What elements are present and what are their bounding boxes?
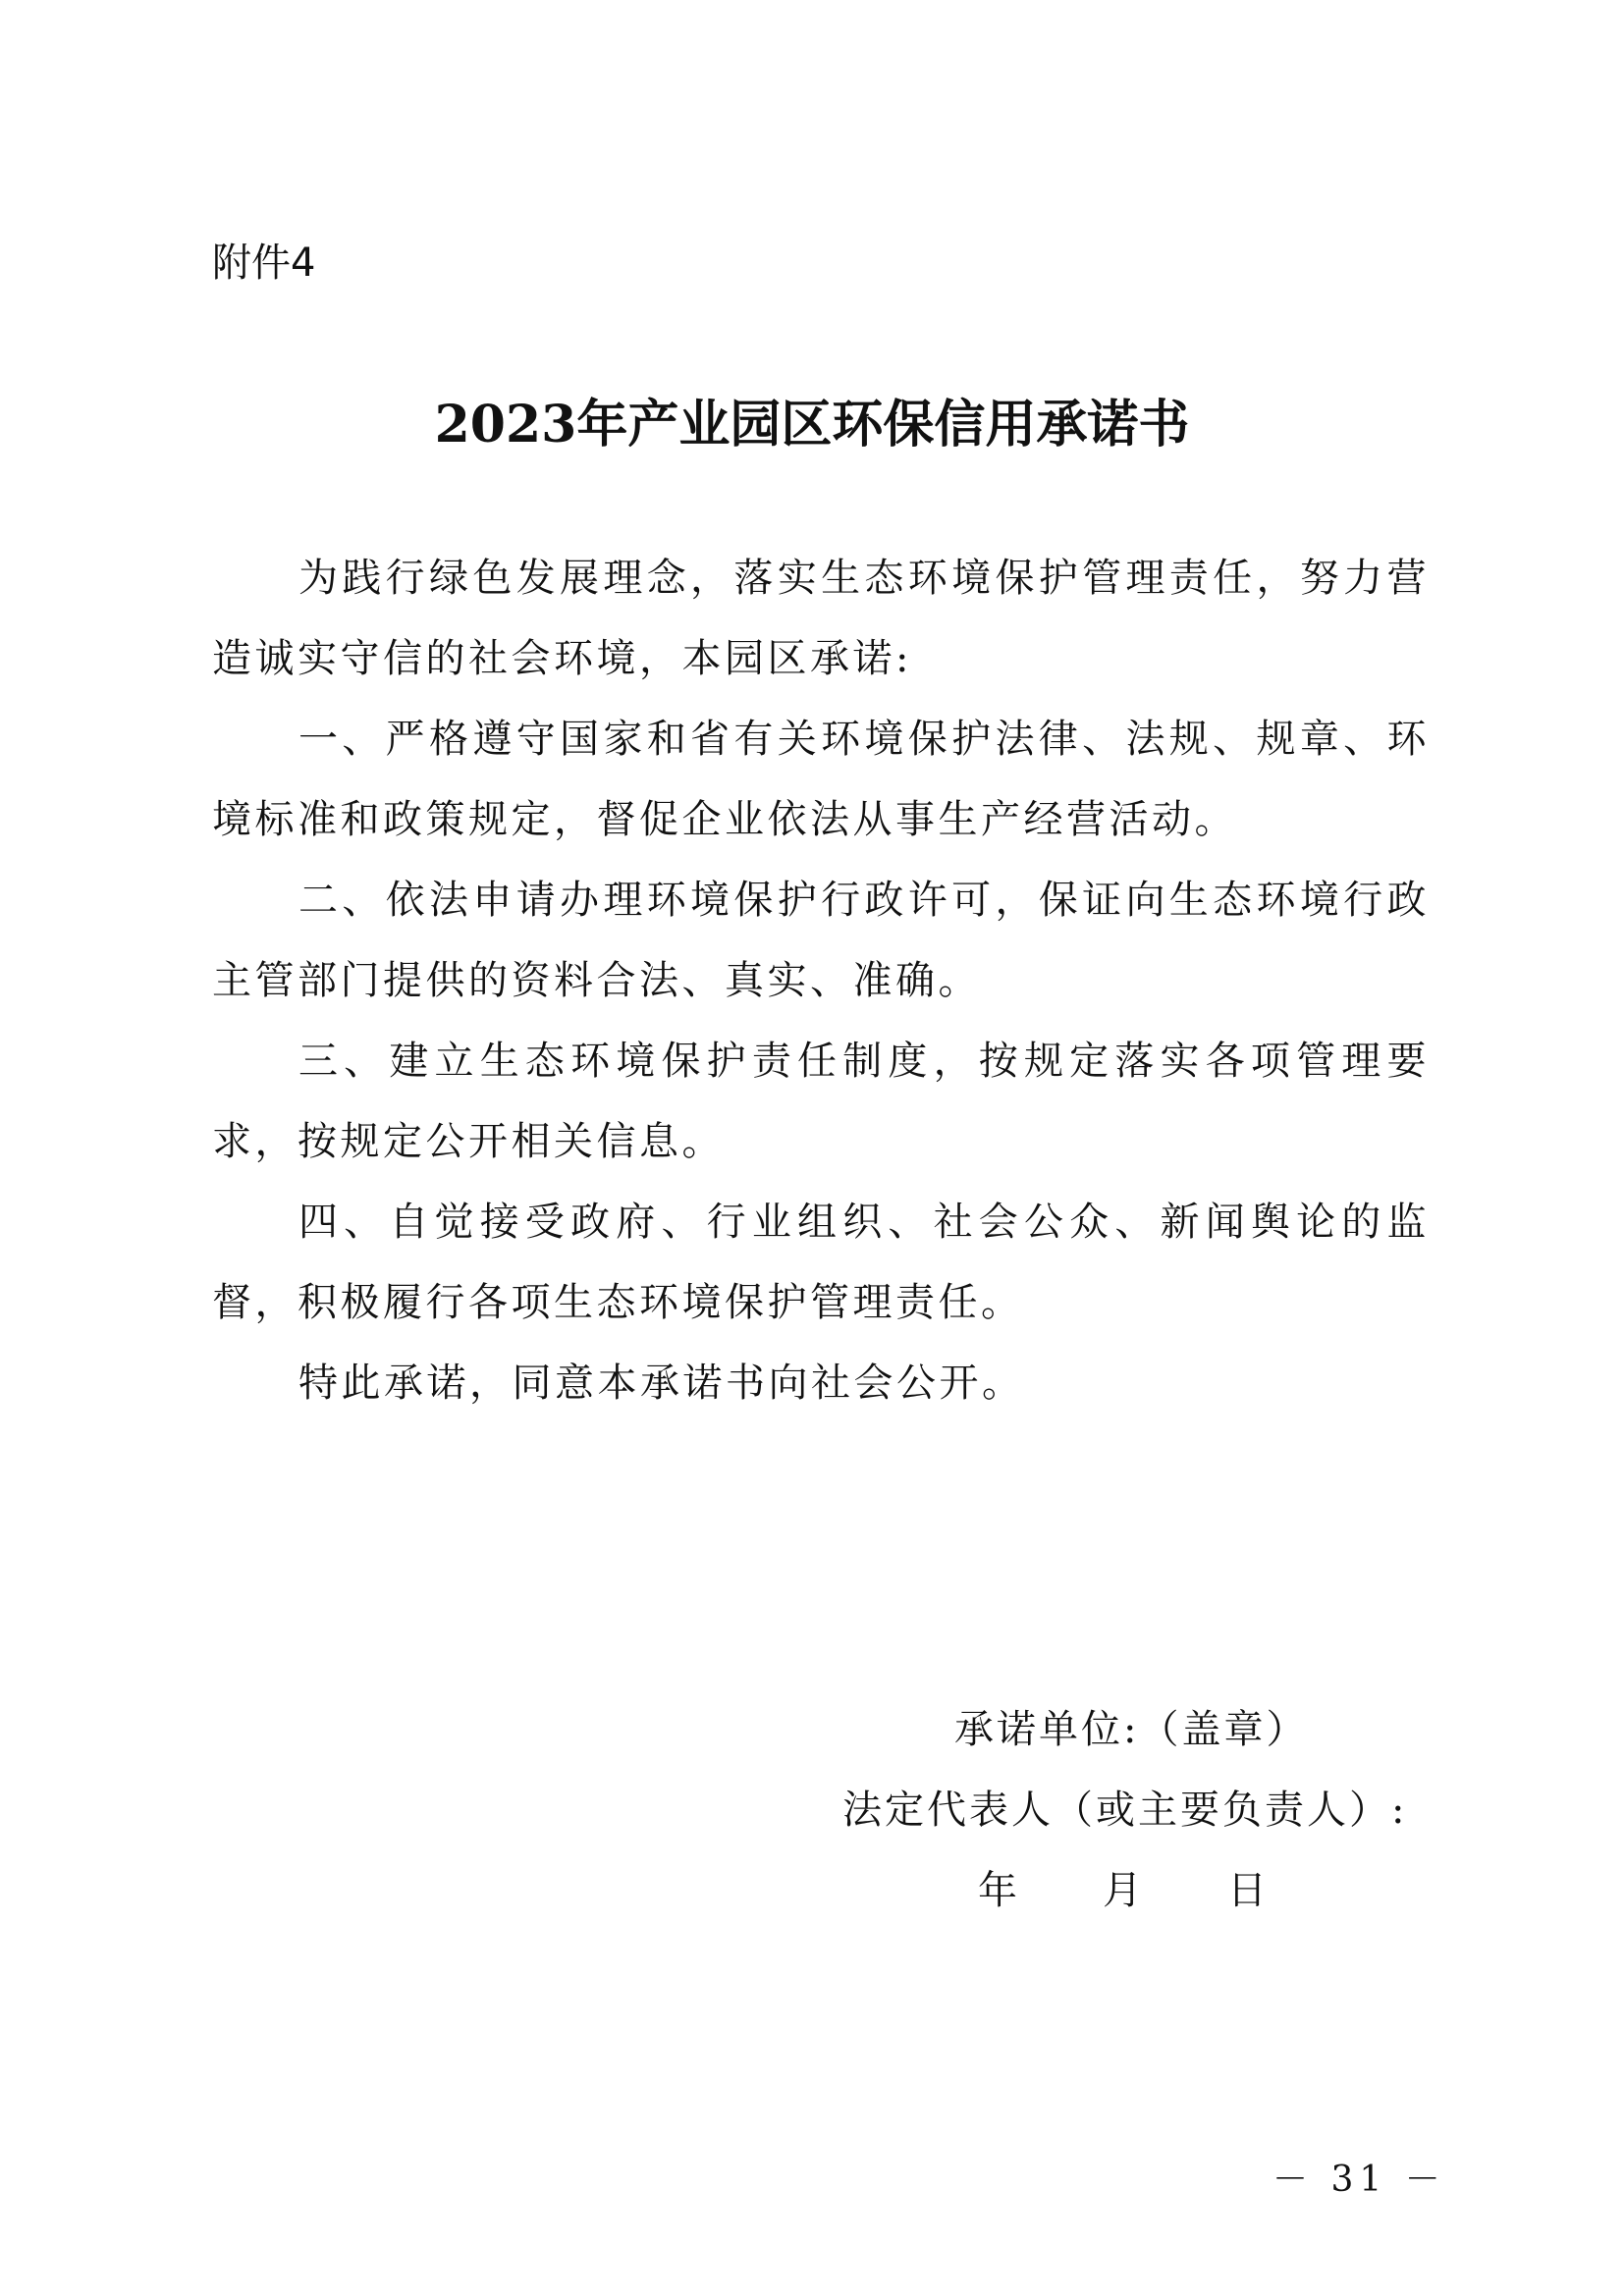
paragraph-intro: 为践行绿色发展理念，落实生态环境保护管理责任，努力营造诚实守信的社会环境，本园区承诺:	[212, 556, 1430, 681]
paragraph-item-3: 三、建立生态环境保护责任制度，按规定落实各项管理要求，按规定公开相关信息。	[212, 1039, 1430, 1164]
date-month: 月	[1103, 1868, 1145, 1913]
paragraph-item-1: 一、严格遵守国家和省有关环境保护法律、法规、规章、环境标准和政策规定，督促企业依法从事生产经营活动。	[212, 717, 1430, 842]
date-day: 日	[1227, 1868, 1270, 1913]
signature-unit: 承诺单位:（盖章）	[954, 1707, 1309, 1752]
document-body	[212, 538, 1430, 1423]
document-title: 2023年产业园区环保信用承诺书	[434, 395, 1190, 454]
paragraph-item-4: 四、自觉接受政府、行业组织、社会公众、新闻舆论的监督，积极履行各项生态环境保护管理责任。	[212, 1200, 1430, 1325]
paragraph-closing: 特此承诺，同意本承诺书向社会公开。	[298, 1361, 1025, 1406]
signature-date	[978, 1861, 1270, 1920]
signature-representative: 法定代表人（或主要负责人）:	[842, 1788, 1408, 1833]
page-number: － 31 －	[1272, 2160, 1446, 2200]
date-year: 年	[978, 1868, 1020, 1913]
attachment-label: 附件4	[212, 240, 316, 286]
paragraph-item-2: 二、依法申请办理环境保护行政许可，保证向生态环境行政主管部门提供的资料合法、真实、准确。	[212, 878, 1430, 1003]
